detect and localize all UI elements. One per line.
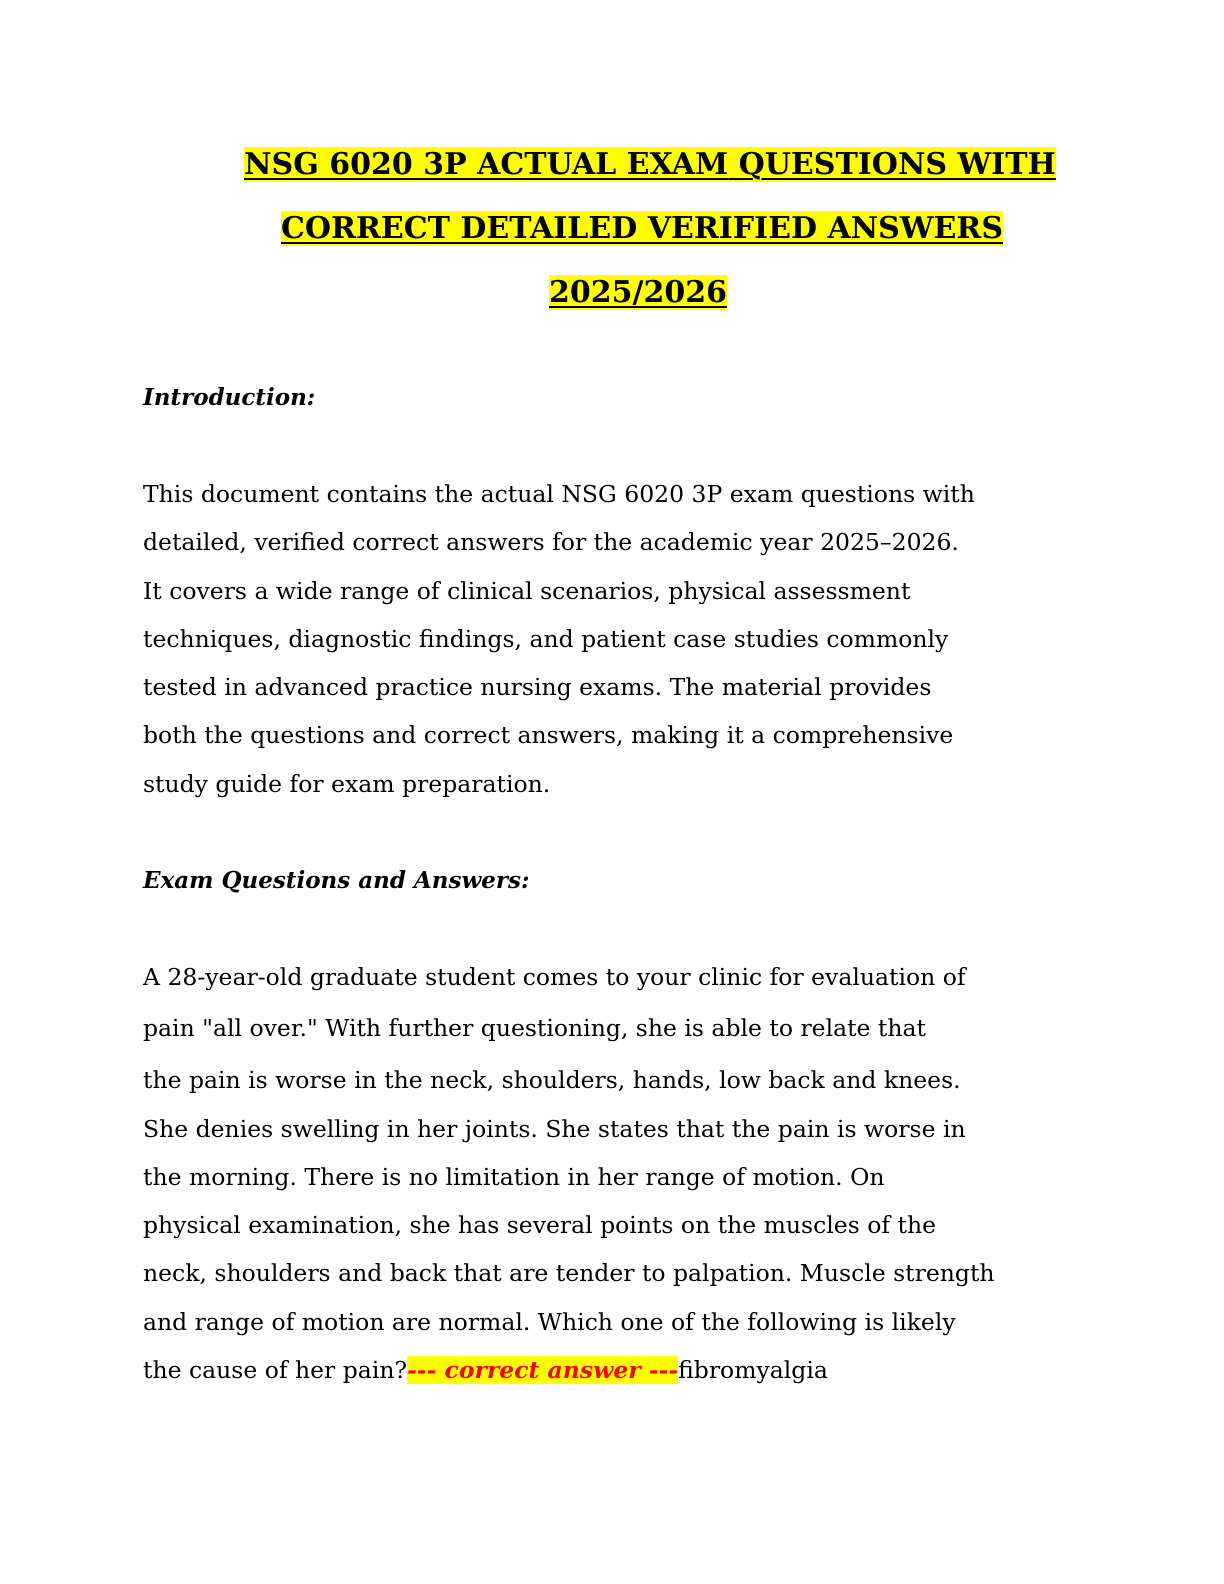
- title-space: [728, 147, 738, 182]
- intro-line: both the questions and correct answers, making it a comprehensive: [143, 721, 954, 750]
- intro-line: tested in advanced practice nursing exams. The material provides: [143, 673, 932, 702]
- question-1: [143, 953, 1083, 1394]
- intro-line: It covers a wide range of clinical scenarios, physical assessment: [143, 576, 911, 605]
- title-segment-2: QUESTIONS WITH: [738, 147, 1056, 182]
- intro-line: detailed, verified correct answers for the academic year 2025–2026.: [143, 528, 959, 557]
- answer-text: fibromyalgia: [678, 1356, 828, 1385]
- title-year: 2025/2026: [549, 275, 727, 310]
- introduction-heading: Introduction:: [143, 384, 316, 411]
- intro-line: study guide for exam preparation.: [143, 769, 551, 798]
- correct-answer-marker: --- correct answer ---: [407, 1356, 679, 1385]
- exam-questions-heading: Exam Questions and Answers:: [143, 867, 530, 894]
- question-line: physical examination, she has several points on the muscles of the: [143, 1211, 937, 1240]
- question-line: the morning. There is no limitation in her range of motion. On: [143, 1162, 885, 1191]
- question-line: She denies swelling in her joints. She states that the pain is worse in: [143, 1114, 966, 1143]
- question-line: A 28-year-old graduate student comes to your clinic for evaluation of: [143, 963, 966, 991]
- intro-line: techniques, diagnostic findings, and patient case studies commonly: [143, 624, 949, 653]
- question-answer-line: [143, 1346, 1083, 1394]
- title-segment-1: NSG 6020 3P ACTUAL EXAM: [244, 147, 729, 182]
- question-line: pain "all over." With further questioning, she is able to relate that: [143, 1014, 926, 1043]
- question-line: and range of motion are normal. Which one of the following is likely: [143, 1307, 956, 1336]
- document-title-line-3: [26, 273, 1224, 313]
- question-line-end: the cause of her pain?: [143, 1356, 408, 1385]
- introduction-paragraph: [143, 470, 1083, 808]
- title-segment-3: CORRECT DETAILED VERIFIED ANSWERS: [281, 211, 1003, 246]
- intro-line: This document contains the actual NSG 6020 3P exam questions with: [143, 480, 975, 508]
- question-line: the pain is worse in the neck, shoulders, hands, low back and knees.: [143, 1066, 961, 1095]
- document-title-line-1: [38, 145, 1224, 185]
- document-title-line-2: [30, 209, 1224, 249]
- question-line: neck, shoulders and back that are tender to palpation. Muscle strength: [143, 1259, 995, 1288]
